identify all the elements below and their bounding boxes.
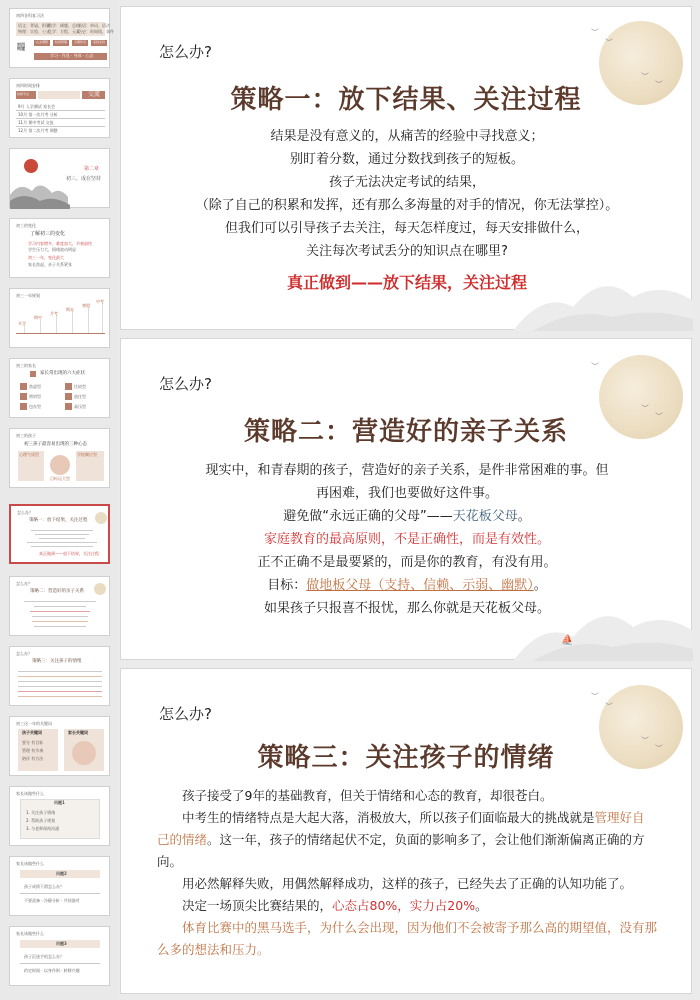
thumb-text-line	[18, 691, 102, 692]
thumb-title: 初三的家长	[16, 363, 36, 368]
divider	[16, 126, 105, 127]
thumb-text: 合理作息	[74, 40, 87, 44]
emotion-management-term: 管理好自己的情绪	[157, 810, 645, 847]
thumb-text: 寒假	[82, 303, 90, 308]
strategy-body	[161, 459, 653, 620]
thumb-text: 问题2	[56, 871, 67, 876]
thumb-text-line	[18, 676, 102, 677]
bird-icon: ︶	[591, 692, 599, 701]
body-line: 正不正确不是最要紧的，而是你的教育，有没有用。	[257, 555, 557, 570]
timeline-tick	[40, 319, 41, 333]
thumb-text: 1. 关注孩子情绪	[26, 810, 56, 815]
thumb-bullet	[20, 403, 27, 410]
body-text: 。这一年，孩子的情绪起伏不定，负面的影响多了，会让他们渐渐偏离正确的方向。	[157, 832, 645, 869]
thumb-text: 物理：实验、公式	[18, 29, 50, 34]
strategy-heading: 策略三：关注孩子的情绪	[257, 743, 555, 773]
thumb-text: 初四 构建	[17, 42, 25, 51]
slide-thumbnail-1[interactable]	[9, 8, 114, 68]
slide-thumbnail-13[interactable]	[9, 856, 110, 916]
slide-strategy-3	[120, 668, 692, 994]
thumb-bullet	[20, 393, 27, 400]
thumb-text: 策略二：营造好的亲子关系	[30, 589, 84, 594]
slide-thumbnail-10[interactable]	[9, 646, 110, 706]
thumb-text: 学习 · 作息 · 身体 · 心态	[50, 53, 94, 58]
divider	[16, 110, 105, 111]
thumb-title: 怎么办？	[16, 651, 32, 656]
thumb-text-line	[32, 616, 88, 617]
bird-icon: ︶	[605, 702, 613, 711]
thumb-text: 9月 入学测试 家长会	[18, 104, 56, 109]
thumb-title: 怎么办？	[17, 510, 33, 515]
thumb-text: 10月 第一次月考 分析	[18, 112, 58, 117]
avatar-icon	[72, 741, 96, 765]
thumb-text-line	[39, 538, 85, 539]
thumb-text: 12月 第二次月考 调整	[18, 128, 58, 133]
timeline-tick	[88, 307, 89, 333]
moon-icon	[95, 512, 107, 524]
bird-icon: ︶	[655, 412, 663, 421]
body-line: 孩子无法决定考试的结果，	[328, 175, 485, 190]
thumb-text-line	[18, 671, 102, 672]
thumb-text: 孩子沉迷手机怎么办？	[24, 954, 64, 959]
thumb-title: 初四时间安排	[16, 83, 40, 88]
thumb-text: 家长焦虑，亲子关系紧张	[28, 262, 72, 267]
body-text: 目标：	[267, 578, 307, 593]
thumb-text: 月考	[50, 311, 58, 316]
body-line	[161, 574, 653, 597]
body-line: 别盯着分数，通过分数找到孩子的短板。	[289, 152, 524, 167]
thumb-text-line	[32, 621, 88, 622]
mindset-ratio-highlight: 心态占80%，实力占20%	[332, 898, 476, 913]
thumb-text-line	[31, 546, 93, 547]
thumb-text: 第二章	[84, 166, 100, 172]
thumb-text: 11月 期中考试 交流	[18, 120, 54, 125]
thumb-text: 学习内容增多，难度加大，节奏加快	[28, 241, 92, 246]
thumb-text: 数学：刷题、总结	[48, 23, 80, 28]
thumb-text: 比较型	[74, 384, 86, 389]
thumb-title: 初三一年规划	[16, 293, 40, 298]
thumb-bullet	[65, 383, 72, 390]
divider	[20, 963, 100, 964]
thumb-text: 初三孩子最容易出现的三种心态	[24, 442, 87, 447]
thumb-text-line	[18, 696, 102, 697]
thumb-text: 开学	[18, 321, 26, 326]
thumb-text: 约定时间 · 以身作则 · 转移兴趣	[24, 968, 80, 973]
thumb-text: 家长关键词	[68, 730, 88, 735]
thumb-text-line	[18, 686, 102, 687]
thumb-text: 目标远大型	[50, 476, 70, 481]
slide-thumbnail-11[interactable]	[9, 716, 110, 776]
slide-thumbnail-9[interactable]	[9, 576, 110, 636]
thumb-text: 时间节点	[17, 92, 30, 96]
bird-icon: ︶	[591, 28, 599, 37]
thumb-text-line	[31, 530, 93, 531]
slide-thumbnail-panel	[0, 0, 118, 1000]
thumb-text: 学校顺应型	[77, 452, 97, 457]
bird-icon: ︶	[641, 72, 649, 81]
thumb-text-line	[27, 542, 97, 543]
thumb-text: 孩子成绩下滑怎么办？	[24, 884, 64, 889]
strategy-heading: 策略二：营造好的亲子关系	[243, 417, 568, 447]
body-text: 。	[475, 898, 488, 913]
body-line-highlight: 体育比赛中的黑马选手，为什么会出现，因为他们不会被寄予那么高的期望值，没有那么多的想法和压力。	[157, 920, 658, 957]
thumb-text: 家长常出现的六大症状	[40, 371, 85, 376]
thumb-text: 学生压力大，情绪波动明显	[28, 247, 76, 252]
thumb-text-line	[34, 626, 86, 627]
bird-icon: ︶	[591, 362, 599, 371]
strategy-body	[161, 125, 653, 263]
timeline-tick	[24, 325, 25, 333]
thumb-text: 焦虑型	[29, 384, 41, 389]
thumb-text-line	[18, 681, 102, 682]
thumb-text: 问题1	[54, 800, 65, 805]
thumb-text: 孩子关键词	[22, 730, 42, 735]
bird-icon: ︶	[641, 404, 649, 413]
emphasis-line: 真正做到——放下结果，关注过程	[286, 273, 527, 292]
thumb-text-line	[24, 601, 96, 602]
thumb-text-line	[34, 606, 86, 607]
body-line: 孩子接受了9年的基础教育，但关于情绪和心态的教育，却很苍白。	[182, 788, 553, 803]
thumb-text: 唠叨型	[29, 394, 41, 399]
thumb-bullet	[65, 403, 72, 410]
thumb-text: 放任型	[74, 394, 86, 399]
sun-icon	[24, 159, 38, 173]
slide-thumbnail-12[interactable]	[9, 786, 110, 846]
slide-thumbnail-4[interactable]	[9, 218, 110, 278]
thumb-title: 初三这一年的关键词	[16, 721, 52, 726]
avatar-icon	[50, 455, 70, 475]
thumb-text: 不要责备 · 冷静分析 · 共同面对	[24, 898, 80, 903]
body-line: 如果孩子只报喜不报忧，那么你就是天花板父母。	[263, 601, 550, 616]
bird-icon: ︶	[655, 744, 663, 753]
thumb-title: 家长该做些什么	[16, 931, 44, 936]
thumb-title: 初四各科复习法	[16, 13, 44, 18]
strategy-body	[157, 785, 657, 961]
timeline-tick	[102, 303, 103, 333]
body-line	[161, 505, 653, 528]
slide-thumbnail-14[interactable]	[9, 926, 110, 986]
bird-icon: ︶	[655, 80, 663, 89]
slide-strategy-2	[120, 338, 692, 660]
thumb-text: 期末	[66, 307, 74, 312]
thumb-text: 初三，成在坚持	[66, 176, 102, 182]
thumb-text: 了解初三的变化	[30, 231, 66, 237]
thumb-text: 期中	[34, 315, 42, 320]
thumb-text: 包办型	[29, 404, 41, 409]
slide-thumbnail-6[interactable]	[9, 358, 110, 418]
thumb-text: 策略一：放下结果，关注过程	[29, 518, 88, 523]
slide-thumbnail-5[interactable]	[9, 288, 110, 348]
thumb-text: 时间管理	[55, 40, 68, 44]
thumb-title: 初三的变化	[16, 223, 36, 228]
thumb-text: 要分 有目标	[22, 740, 44, 745]
body-line	[157, 895, 657, 917]
thumb-bullet	[20, 383, 27, 390]
body-text: 避免做“永远正确的父母”——	[283, 509, 453, 524]
body-line: 结果是没有意义的，从痛苦的经验中寻找意义；	[270, 129, 544, 144]
body-line	[157, 807, 657, 873]
bird-icon: ︶	[605, 38, 613, 47]
thumb-text: 心理气质型	[19, 452, 39, 457]
divider	[16, 118, 105, 119]
thumb-text: 英语：单词、语法	[78, 23, 110, 28]
boat-icon: ⛵	[561, 635, 574, 646]
thumb-text: 心态调整	[36, 40, 49, 44]
body-line: 再困难，我们也要做好这件事。	[315, 486, 498, 501]
slide-thumbnail-2[interactable]	[9, 78, 110, 138]
timeline-tick	[72, 311, 73, 333]
thumb-title: 家长该做些什么	[16, 861, 44, 866]
thumb-text: 陪伴 有方法	[22, 756, 44, 761]
thumb-text: 中考	[96, 299, 104, 304]
slide-thumbnail-3[interactable]	[9, 148, 110, 208]
thumb-text: 化学：方程、元素	[48, 29, 80, 34]
thumb-block	[38, 91, 80, 99]
question-label: 怎么办?	[159, 375, 212, 393]
body-line: （除了自己的积累和发挥，还有那么多海量的对手的情况，你无法掌控）。	[195, 198, 619, 213]
body-line: 用必然解释失败，用偶然解释成功，这样的孩子，已经失去了正确的认知功能了。	[182, 876, 633, 891]
thumb-bullet	[65, 393, 72, 400]
timeline-tick	[56, 315, 57, 333]
ceiling-parent-term: 天花板父母	[452, 509, 518, 524]
bird-icon: ︶	[641, 736, 649, 745]
body-line: 关注每次考试丢分的知识点在哪里?	[306, 244, 508, 259]
thumb-text-line	[35, 534, 89, 535]
slide-thumbnail-7[interactable]	[9, 428, 110, 488]
strategy-heading: 策略一：放下结果、关注过程	[230, 85, 582, 115]
slide-thumbnail-8-active[interactable]	[9, 504, 110, 564]
slide-strategy-1	[120, 6, 692, 330]
moon-icon	[94, 583, 106, 595]
thumb-title: 怎么办？	[16, 581, 32, 586]
divider	[20, 893, 100, 894]
thumb-text: 2. 帮助孩子规划	[26, 818, 56, 823]
body-line: 现实中，和青春期的孩子，营造好的亲子关系，是件非常困难的事。但	[205, 463, 609, 478]
thumb-bullet	[30, 371, 36, 377]
thumb-title: 家长该做些什么	[16, 791, 44, 796]
body-line: 但我们可以引导孩子去关注，每天怎样度过，每天安排做什么，	[224, 221, 589, 236]
thumb-text: 问题3	[56, 941, 67, 946]
timeline-axis	[16, 333, 105, 334]
question-label: 怎么办?	[159, 705, 212, 723]
thumb-text: 语文：背诵、积累	[18, 23, 50, 28]
thumb-text: 家庭支持	[93, 40, 106, 44]
question-label: 怎么办?	[159, 43, 212, 61]
thumb-text: 高压型	[74, 404, 86, 409]
body-text: 。	[533, 578, 547, 593]
thumb-text: 真正做到——放下结果，关注过程	[39, 551, 99, 556]
thumb-text: 初三一年，变化最大	[28, 255, 64, 260]
thumb-text: 历史：时间线、事件	[78, 29, 114, 34]
body-text: 中考生的情绪特点是大起大落，消极放大，所以孩子们面临最大的挑战就是	[182, 810, 595, 825]
body-line-highlight: 家庭教育的最高原则，不是正确性，而是有效性。	[263, 532, 550, 547]
thumb-text: 管理 有节奏	[22, 748, 44, 753]
body-text: 决定一场顶尖比赛结果的，	[182, 898, 333, 913]
floor-parent-goal: 做地板父母（支持、信赖、示弱、幽默）	[306, 578, 534, 593]
body-text: 。	[517, 509, 531, 524]
thumb-text: 3. 与老师保持沟通	[26, 826, 60, 831]
thumb-text: 交流	[88, 91, 101, 98]
thumb-text-line	[30, 611, 90, 612]
thumb-text: 策略三：关注孩子的情绪	[32, 659, 82, 664]
thumb-title: 初三的孩子	[16, 433, 36, 438]
